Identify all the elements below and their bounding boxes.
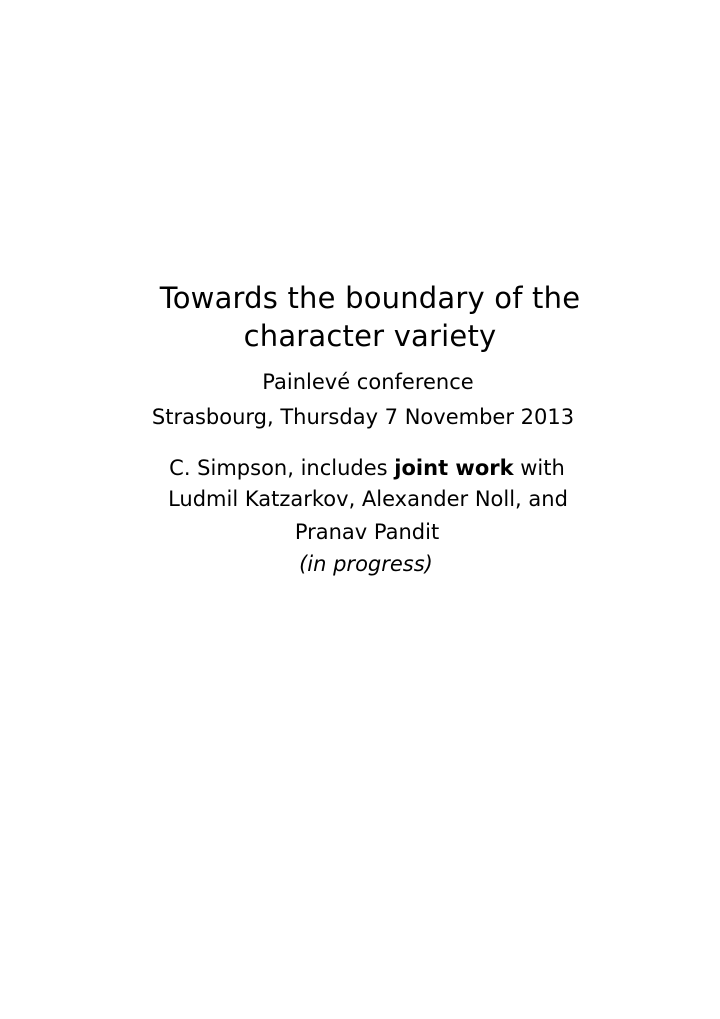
author-line <box>7 453 720 483</box>
coauthors-line-1: Ludmil Katzarkov, Alexander Noll, and <box>168 487 568 511</box>
coauthors-line-2: Pranav Pandit <box>294 520 440 544</box>
title-line-2: character variety <box>243 319 497 353</box>
author-suffix: with <box>513 456 565 480</box>
progress-status: (in progress) <box>299 552 433 576</box>
author-prefix: C. Simpson, includes <box>169 456 395 480</box>
event-name: Painlevé conference <box>262 370 474 394</box>
place-and-date: Strasbourg, Thursday 7 November 2013 <box>151 405 575 429</box>
title-line-1: Towards the boundary of the <box>159 281 581 315</box>
joint-work-emphasis: joint work <box>394 456 514 480</box>
slide-title <box>0 279 720 355</box>
